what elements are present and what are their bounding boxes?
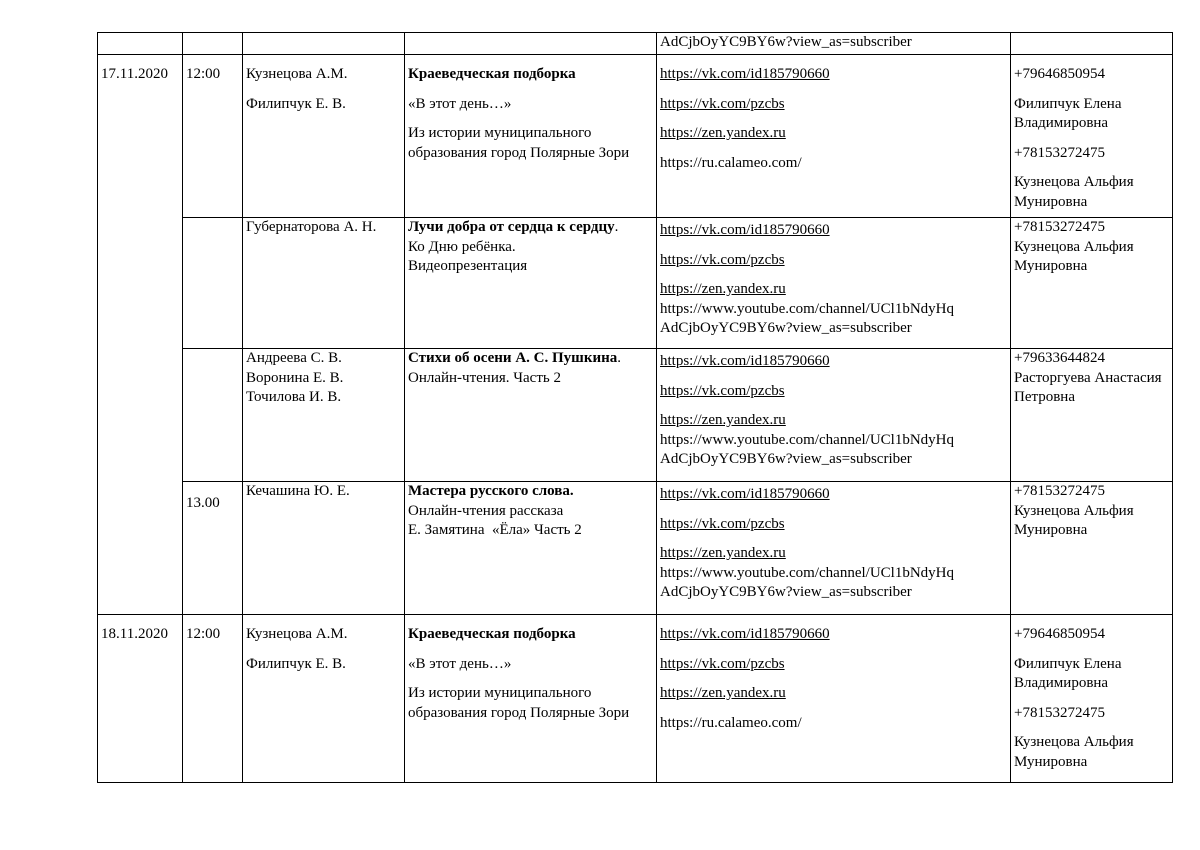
vk-pzcbs-link[interactable]: https://vk.com/pzcbs (660, 515, 785, 532)
event-title: Краеведческая подборка (408, 626, 576, 642)
event-cell: Стихи об осени А. С. Пушкина. Онлайн-чтения. Часть 2 (405, 349, 657, 482)
people-cell: Кузнецова А.М. Филипчук Е. В. (243, 615, 405, 783)
time-cell (183, 349, 243, 482)
contacts-cell: +79646850954 Филипчук Елена Владимировна +78153272475 Кузнецова Альфия Мунировна (1011, 55, 1173, 218)
table-row (98, 482, 1173, 615)
vk-pzcbs-link[interactable]: https://vk.com/pzcbs (660, 382, 785, 399)
vk-pzcbs-link[interactable]: https://vk.com/pzcbs (660, 251, 785, 268)
people-cell: Кечашина Ю. Е. (243, 482, 405, 615)
contacts-cell (1011, 33, 1173, 55)
youtube-link-tail[interactable]: AdCjbOyYC9BY6w?view_as=subscriber (660, 320, 912, 336)
zen-link[interactable]: https://zen.yandex.ru (660, 125, 786, 141)
vk-pzcbs-link[interactable]: https://vk.com/pzcbs (660, 655, 785, 672)
vk-id-link[interactable]: https://vk.com/id185790660 (660, 66, 830, 82)
contacts-cell: +78153272475 Кузнецова Альфия Мунировна (1011, 482, 1173, 615)
time-cell (183, 33, 243, 55)
links-cell (657, 33, 1011, 55)
contacts-cell: +78153272475 Кузнецова Альфия Мунировна (1011, 218, 1173, 349)
calameo-link[interactable]: https://ru.calameo.com/ (660, 154, 802, 171)
event-cell: Краеведческая подборка «В этот день…» Из истории муниципального образования город Полярные Зори (405, 55, 657, 218)
event-cell (405, 33, 657, 55)
zen-link[interactable]: https://zen.yandex.ru (660, 545, 786, 561)
date-cell (98, 615, 183, 783)
vk-id-link[interactable]: https://vk.com/id185790660 (660, 626, 830, 642)
links-cell (657, 55, 1011, 218)
table-row (98, 218, 1173, 349)
table-row (98, 55, 1173, 218)
table-row-top (98, 33, 1173, 55)
people-cell (243, 33, 405, 55)
time-cell: 13.00 (183, 482, 243, 615)
links-cell (657, 218, 1011, 349)
event-title: Краеведческая подборка (408, 66, 576, 82)
contacts-cell: +79633644824 Расторгуева Анастасия Петровна (1011, 349, 1173, 482)
links-cell (657, 615, 1011, 783)
time-cell: 12:00 (183, 55, 243, 218)
youtube-link-tail[interactable]: AdCjbOyYC9BY6w?view_as=subscriber (660, 451, 912, 467)
links-cell (657, 482, 1011, 615)
event-cell: Мастера русского слова. Онлайн-чтения рассказа Е. Замятина «Ёла» Часть 2 (405, 482, 657, 615)
calameo-link[interactable]: https://ru.calameo.com/ (660, 714, 802, 731)
table-row (98, 349, 1173, 482)
table-row (98, 615, 1173, 783)
date-label: 18.11.2020 (101, 626, 168, 642)
schedule-table (97, 32, 1173, 783)
zen-link[interactable]: https://zen.yandex.ru (660, 281, 786, 297)
vk-id-link[interactable]: https://vk.com/id185790660 (660, 353, 830, 369)
youtube-link[interactable]: https://www.youtube.com/channel/UCl1bNdyHq (660, 431, 954, 448)
people-cell: Андреева С. В. Воронина Е. В. Точилова И. В. (243, 349, 405, 482)
time-cell: 12:00 (183, 615, 243, 783)
date-label: 17.11.2020 (101, 66, 168, 82)
date-cell (98, 55, 183, 615)
time-cell (183, 218, 243, 349)
links-cell (657, 349, 1011, 482)
zen-link[interactable]: https://zen.yandex.ru (660, 412, 786, 428)
people-cell: Губернаторова А. Н. (243, 218, 405, 349)
event-cell: Лучи добра от сердца к сердцу. Ко Дню ребёнка. Видеопрезентация (405, 218, 657, 349)
vk-id-link[interactable]: https://vk.com/id185790660 (660, 222, 830, 238)
event-cell: Краеведческая подборка «В этот день…» Из истории муниципального образования город Полярные Зори (405, 615, 657, 783)
youtube-link-tail[interactable]: AdCjbOyYC9BY6w?view_as=subscriber (660, 34, 912, 50)
people-cell: Кузнецова А.М. Филипчук Е. В. (243, 55, 405, 218)
event-title: Лучи добра от сердца к сердцу (408, 219, 615, 235)
vk-pzcbs-link[interactable]: https://vk.com/pzcbs (660, 95, 785, 112)
contacts-cell: +79646850954 Филипчук Елена Владимировна +78153272475 Кузнецова Альфия Мунировна (1011, 615, 1173, 783)
event-title: Стихи об осени А. С. Пушкина (408, 350, 618, 366)
date-cell (98, 33, 183, 55)
vk-id-link[interactable]: https://vk.com/id185790660 (660, 486, 830, 502)
zen-link[interactable]: https://zen.yandex.ru (660, 685, 786, 701)
youtube-link[interactable]: https://www.youtube.com/channel/UCl1bNdyHq (660, 564, 954, 581)
youtube-link[interactable]: https://www.youtube.com/channel/UCl1bNdyHq (660, 300, 954, 317)
youtube-link-tail[interactable]: AdCjbOyYC9BY6w?view_as=subscriber (660, 584, 912, 600)
event-title: Мастера русского слова. (408, 483, 574, 499)
